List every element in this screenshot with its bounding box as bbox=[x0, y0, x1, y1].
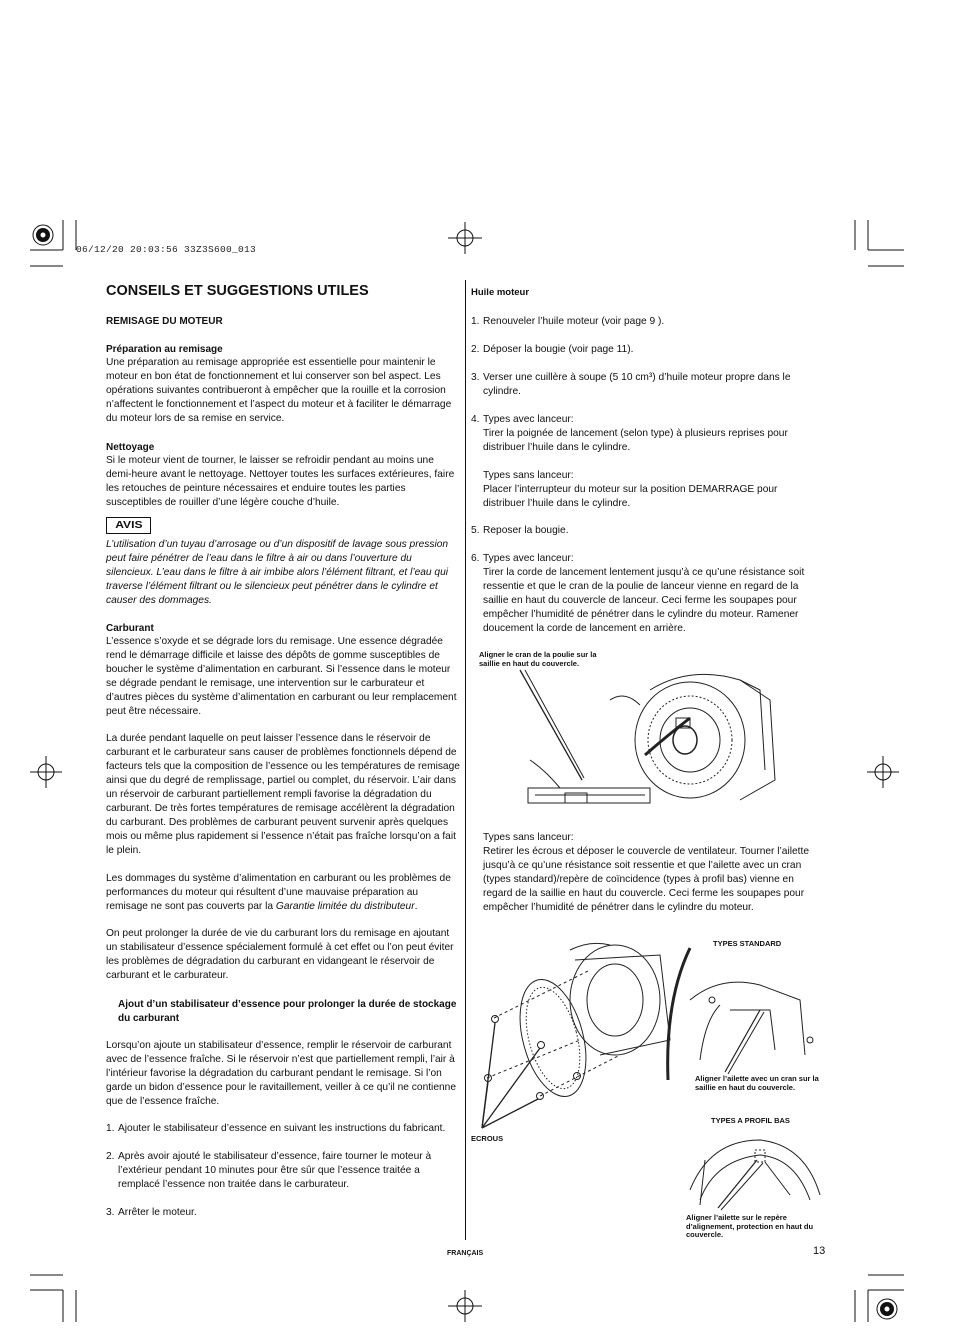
step-3: 3. Arrêter le moteur. bbox=[106, 1207, 197, 1218]
fig1-caption: Aligner le cran de la poulie sur la saillie en haut du couvercle. bbox=[479, 650, 597, 668]
huile-step-2: 2. Déposer la bougie (voir page 11). bbox=[471, 344, 634, 355]
print-stamp: 06/12/20 20:03:56 33Z3S600_013 bbox=[76, 244, 257, 255]
footer-language: FRANÇAIS bbox=[447, 1250, 484, 1257]
huile-step-4: 4. Types avec lanceur: Tirer la poignée de lancement (selon type) à plusieurs reprises pour distribuer l’huile dans le cylindre. Types sans lanceur: Placer l’interrupteur du moteur sur la position DEMARRAGE pour distribuer l’huile dans le cylindre. bbox=[471, 414, 788, 509]
types-standard-label: TYPES STANDARD bbox=[713, 939, 782, 948]
ecrous-label: ECROUS bbox=[471, 1134, 504, 1143]
carburant-p4: On peut prolonger la durée de vie du carburant lors du remisage en ajoutant un stabilisateur d’essence spécialement formulé à cet effet ou l’on peut éviter les problèmes de dégradation du carburant en vidangeant le réservoir de carburant et le carburateur. bbox=[106, 928, 454, 981]
prep-text: Une préparation au remisage appropriée est essentielle pour maintenir le moteur en bon état de fonctionnement et lui conserver son bel aspect. Les opérations suivantes contribueront à empêcher que la rouille et la corrosion n’affectent le fonctionnement et l’aspect du moteur et à faciliter le démarrage du moteur lors de sa remise en service. bbox=[106, 357, 452, 424]
stabilisateur-heading: Ajout d’un stabilisateur d’essence pour prolonger la durée de stockage du carburant bbox=[118, 999, 457, 1024]
nettoyage-heading: Nettoyage bbox=[106, 442, 155, 453]
huile-step-3: 3. Verser une cuillère à soupe (5 10 cm³) d’huile moteur propre dans le cylindre. bbox=[471, 372, 791, 397]
sans-lanceur-block: Types sans lanceur: Retirer les écrous et déposer le couvercle de ventilateur. Tourner l’ailette jusqu’à ce qu’une résistance soit ressentie et que l’ailette avec un cran (types standard)/repère de coïncidence (types à profil bas) vienne en regard de la saillie en haut du couvercle. Ceci ferme les soupapes pour empêcher l’humidité de pénétrer dans le cylindre du moteur. bbox=[483, 832, 809, 913]
avis-text: L’utilisation d’un tuyau d’arrosage ou d’un dispositif de lavage sous pression peut faire pénétrer de l’eau dans le filtre à air ou dans l’ouverture du silencieux. L’eau dans le filtre à air imbibe alors l’élément filtrant, et l’eau qui traverse l’élément filtrant ou le silencieux peut pénétrer dans le cylindre et causer des dommages. bbox=[106, 539, 449, 606]
types-profil-bas-label: TYPES A PROFIL BAS bbox=[711, 1116, 790, 1125]
huile-step-5: 5. Reposer la bougie. bbox=[471, 525, 569, 536]
types-profil-bas-caption: Aligner l’ailette sur le repère d’alignement, protection en haut du couvercle. bbox=[686, 1213, 814, 1239]
stabilisateur-text: Lorsqu’on ajoute un stabilisateur d’essence, remplir le réservoir de carburant avec de l’essence fraîche. Si le réservoir n’est que partiellement rempli, l’air à l’intérieur favorise la dégradation du carburant pendant le remisage. Si l’on garde un bidon d’essence pour le ravitaillement, veiller à ce qu’il ne contienne que de l’essence fraîche. bbox=[106, 1040, 456, 1107]
carburant-p3: Les dommages du système d’alimentation en carburant ou les problèmes de performances du moteur qui résultent d’une mauvaise préparation au remisage ne sont pas couverts par la Garantie limitée du distributeur. bbox=[106, 873, 451, 912]
types-standard-caption: Aligner l’ailette avec un cran sur la saillie en haut du couvercle. bbox=[695, 1074, 819, 1092]
section-heading: REMISAGE DU MOTEUR bbox=[106, 316, 223, 327]
huile-heading: Huile moteur bbox=[471, 287, 530, 298]
step-2: 2. Après avoir ajouté le stabilisateur d’essence, faire tourner le moteur à l’extérieur pendant 10 minutes pour être sûr que l’essence traitée a remplacé l’essence non traitée dans le carburateur. bbox=[106, 1151, 432, 1190]
carburant-p1: L’essence s’oxyde et se dégrade lors du remisage. Une essence dégradée rend le démarrage difficile et laisse des dépôts de gomme susceptibles de boucher le système d’alimentation en carburant. Si l’essence dans le moteur se dégrade pendant le remisage, une intervention sur le carburateur et d’autres pièces du système d’alimentation en carburant ou leur remplacement peut être nécessaire. bbox=[106, 636, 457, 717]
prep-heading: Préparation au remisage bbox=[106, 344, 223, 355]
nettoyage-text: Si le moteur vient de tourner, le laisser se refroidir pendant au moins une demi-heure avant le nettoyage. Nettoyer toutes les surfaces extérieures, faire les retouches de peinture nécessaires et enduire toutes les parties susceptibles de rouiller d’une légère couche d’huile. bbox=[106, 455, 455, 508]
avis-badge: AVIS bbox=[106, 517, 151, 534]
carburant-p2: La durée pendant laquelle on peut laisser l’essence dans le réservoir de carburant et le carburateur sans causer de problèmes fonctionnels dépend de facteurs tels que la composition de l’essence ou les températures de remisage ainsi que du degré de remplissage, partiel ou complet, du réservoir. L’air dans un réservoir de carburant partiellement rempli favorise la dégradation du carburant. De très fortes températures de remisage accélèrent la dégradation du carburant. Des problèmes de carburant peuvent survenir après quelques mois ou même plus rapidement si l’essence n’était pas fraîche lorsqu’on a fait le plein. bbox=[106, 733, 460, 856]
page-title: CONSEILS ET SUGGESTIONS UTILES bbox=[106, 283, 369, 299]
huile-step-6: 6. Types avec lanceur: Tirer la corde de lancement lentement jusqu’à ce qu’une résistance soit ressentie et que le cran de la poulie de lanceur vienne en regard de la saillie en haut du couvercle de lanceur. Ceci ferme les soupapes pour empêcher l’humidité de pénétrer dans le cylindre du moteur. Ramener doucement la corde de lancement en arrière. bbox=[471, 553, 805, 634]
carburant-heading: Carburant bbox=[106, 623, 154, 634]
huile-step-1: 1. Renouveler l’huile moteur (voir page 9 ). bbox=[471, 316, 665, 327]
step-1: 1. Ajouter le stabilisateur d’essence en suivant les instructions du fabricant. bbox=[106, 1123, 446, 1134]
page-number: 13 bbox=[813, 1245, 826, 1257]
